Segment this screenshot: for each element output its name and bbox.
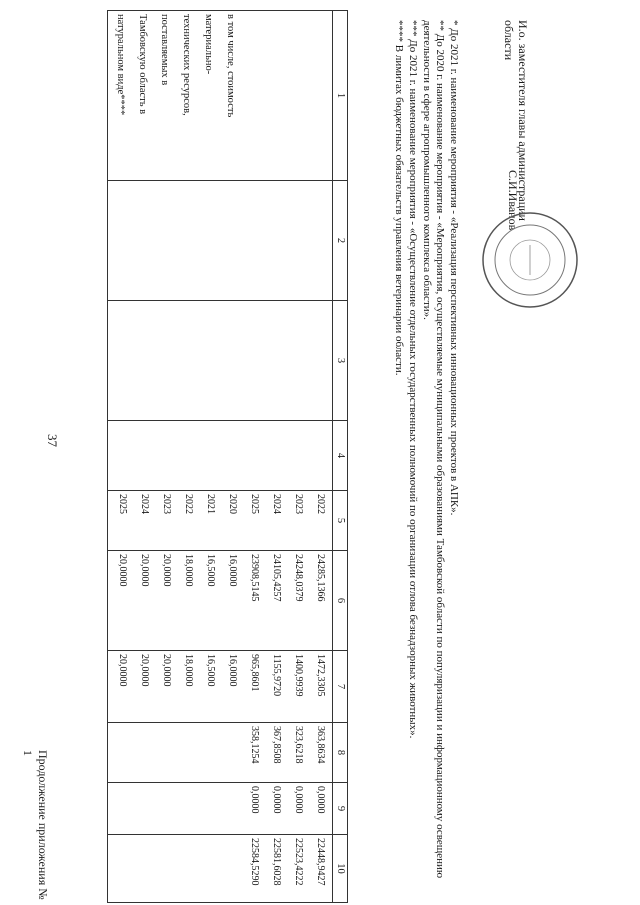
column-header: 4 <box>333 421 348 491</box>
col6-value: 16,5000 <box>205 554 216 587</box>
item-label-line: натуральном виде**** <box>115 14 126 116</box>
year-value: 2020 <box>227 494 238 514</box>
col8-value: 323,6218 <box>293 726 304 764</box>
col7-value: 1472,3305 <box>315 654 326 697</box>
header-row <box>333 11 348 903</box>
col7-value: 16,0000 <box>227 654 238 687</box>
signer-name: С.И.Иванов <box>506 170 520 231</box>
footnote: * До 2021 г. наименование мероприятия - «Реализация перспективных инновационных проектов в АПК». <box>448 20 460 516</box>
column-header: 6 <box>333 551 348 651</box>
col6-value: 24105,4257 <box>271 554 282 602</box>
year-value: 2022 <box>315 494 326 514</box>
col10-value: 22448,9427 <box>315 838 326 886</box>
item-label-cell <box>108 11 333 181</box>
col8-value: 363,8634 <box>315 726 326 764</box>
column-header: 9 <box>333 783 348 835</box>
signature-title: И.о. заместителя главы администрации <box>516 20 530 221</box>
footnote: *** До 2021 г. наименование мероприятия - «Осуществление отдельных государственных полномочий по организации отлова безнадзорных животных». <box>407 20 419 739</box>
empty-cell <box>108 181 333 301</box>
col7-value: 20,0000 <box>161 654 172 687</box>
col7-cell <box>108 651 333 723</box>
col9-value: 0,0000 <box>249 786 260 814</box>
year-value: 2024 <box>139 494 150 514</box>
col7-value: 20,0000 <box>117 654 128 687</box>
item-label-line: поставляемых в <box>159 14 170 86</box>
col10-cell <box>108 835 333 903</box>
empty-cell <box>108 301 333 421</box>
year-value: 2021 <box>205 494 216 514</box>
col6-value: 24285,1366 <box>315 554 326 602</box>
footnote: **** В лимитах бюджетных обязательств управления ветеринарии области. <box>393 20 405 376</box>
year-cell <box>108 491 333 551</box>
col6-value: 20,0000 <box>161 554 172 587</box>
year-value: 2024 <box>271 494 282 514</box>
column-header: 5 <box>333 491 348 551</box>
col9-cell <box>108 783 333 835</box>
data-table <box>107 10 348 903</box>
continuation-label: Продолжение приложения № 1 <box>21 750 50 900</box>
item-label-line: технических ресурсов, <box>181 14 192 116</box>
col7-value: 18,0000 <box>183 654 194 687</box>
col10-value: 22581,6028 <box>271 838 282 886</box>
col6-value: 18,0000 <box>183 554 194 587</box>
col6-value: 16,0000 <box>227 554 238 587</box>
col8-value: 367,8508 <box>271 726 282 764</box>
column-header: 2 <box>333 181 348 301</box>
item-label-line: материально- <box>203 14 214 75</box>
year-value: 2025 <box>249 494 260 514</box>
col9-value: 0,0000 <box>271 786 282 814</box>
col6-value: 24248,0379 <box>293 554 304 602</box>
col7-value: 965,8601 <box>249 654 260 692</box>
empty-cell <box>108 421 333 491</box>
col6-value: 20,0000 <box>117 554 128 587</box>
col7-value: 16,5000 <box>205 654 216 687</box>
item-label-line: в том числе, стоимость <box>225 14 236 118</box>
col7-value: 20,0000 <box>139 654 150 687</box>
year-value: 2023 <box>293 494 304 514</box>
column-header: 3 <box>333 301 348 421</box>
year-value: 2022 <box>183 494 194 514</box>
col7-value: 1400,9939 <box>293 654 304 697</box>
signature-title-cont: области <box>502 20 516 61</box>
year-value: 2025 <box>117 494 128 514</box>
col6-value: 23908,5145 <box>249 554 260 602</box>
footnotes <box>391 20 460 880</box>
seal-stamp-icon <box>480 210 580 310</box>
column-header: 1 <box>333 11 348 181</box>
page-number: 37 <box>45 434 60 447</box>
col8-value: 358,1254 <box>249 726 260 764</box>
col9-value: 0,0000 <box>315 786 326 814</box>
col10-value: 22523,4222 <box>293 838 304 886</box>
year-value: 2023 <box>161 494 172 514</box>
col7-value: 1155,9720 <box>271 654 282 697</box>
col6-value: 20,0000 <box>139 554 150 587</box>
column-header: 10 <box>333 835 348 903</box>
column-header: 7 <box>333 651 348 723</box>
footnote: ** До 2020 г. наименование мероприятия - «Мероприятия, осуществляемые муниципальными образованиями Тамбовской области по популяризации и информационному освещению деятельности в сфере агропромышленного комплекса области». <box>421 20 446 879</box>
item-label-line: Тамбовскую область в <box>137 14 148 115</box>
table-row <box>108 11 333 903</box>
col6-cell <box>108 551 333 651</box>
column-header: 8 <box>333 723 348 783</box>
col10-value: 22584,5290 <box>249 838 260 886</box>
col8-cell <box>108 723 333 783</box>
col9-value: 0,0000 <box>293 786 304 814</box>
